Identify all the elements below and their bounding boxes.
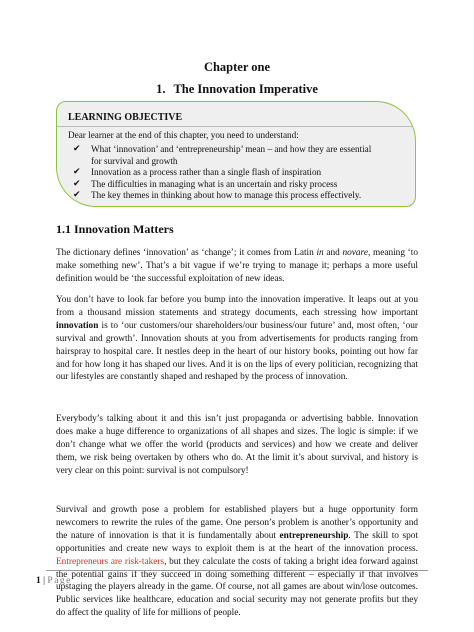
- text-run: The dictionary defines ‘innovation’ as ‘change’; it comes from Latin: [56, 248, 317, 258]
- paragraph-3: Everybody’s talking about it and this isn’t just propaganda or advertising babble. Innovation does make a huge difference to organizations of all shapes and sizes. The logic is simple: if we don’t change what we offer the world (products and services) and how we create and deliver them, we risk being overtaken by others who do. At the limit it’s about survival, and history is very clear on this point: survival is not compulsory!: [56, 414, 418, 476]
- latin-term: in: [316, 248, 324, 258]
- latin-term: novare: [342, 248, 368, 258]
- objective-text: for survival and growth: [91, 155, 178, 166]
- paragraph-1: [56, 247, 418, 286]
- section-number: 1.1: [56, 222, 71, 236]
- objective-text: The key themes in thinking about how to manage this process effectively.: [91, 190, 362, 201]
- section-heading: [56, 222, 174, 237]
- text-run: . The skill to spot opportunities and create new ways to exploit them is at the heart of the innovation process.: [56, 530, 419, 554]
- checkmark-icon: ✔: [73, 167, 81, 178]
- learning-objective-intro: Dear learner at the end of this chapter, you need to understand:: [68, 130, 299, 140]
- bold-term: innovation: [56, 320, 99, 331]
- chapter-label: Chapter one: [203, 60, 271, 74]
- section-title: Innovation Matters: [74, 222, 174, 236]
- learning-objective-title: LEARNING OBJECTIVE: [68, 112, 183, 123]
- learning-objective-divider: [57, 126, 415, 127]
- paragraph-4: [56, 504, 418, 620]
- footer-divider: [46, 570, 428, 571]
- page-footer: [36, 576, 72, 586]
- heading-title: The Innovation Imperative: [173, 82, 318, 96]
- text-run: , meaning ‘to make something new’. That’s a bit vague if we’re trying to manage it; perhaps a more useful definition would be ‘the successful exploitation of new ideas.: [56, 248, 418, 284]
- checkmark-icon: ✔: [73, 178, 81, 189]
- heading-number: 1.: [156, 82, 166, 96]
- text-run: is to ‘our customers/our shareholders/our business/our future’ and, most often, ‘our survival and growth’. Innovation shouts at you from advertisements for products ranging from hairspray to hospital care. It nestles deep in the heart of our history books, pointing out how far and for how long it has shaped our lives. And it is on the lips of every politician, recognizing that our lifestyles are constantly shaped and reshaped by the process of innovation.: [56, 320, 418, 383]
- objective-item-continuation: [73, 156, 371, 168]
- chapter-heading: [0, 82, 474, 97]
- objective-item: [73, 144, 371, 156]
- page-number: 1: [36, 576, 41, 586]
- objective-item: [73, 190, 371, 202]
- page-label: Page: [47, 576, 72, 586]
- learning-objective-list: [73, 144, 371, 202]
- objective-item: [73, 167, 371, 179]
- text-run: , but they calculate the costs of taking a bright idea forward against the potential gains if they succeed in doing something different – especially if that involves upstaging the players already in the game. Of course, not all games are about win/lose outcomes. Public services like healthcare, education and social security may not generate profits but they do affect the quality of life for millions of people.: [56, 556, 418, 619]
- objective-text: Innovation as a process rather than a single flash of inspiration: [91, 167, 322, 178]
- checkmark-icon: ✔: [73, 190, 81, 201]
- objective-item: [73, 179, 371, 191]
- learning-objective-box: [56, 101, 416, 207]
- checkmark-icon: ✔: [73, 144, 81, 154]
- objective-text: The difficulties in managing what is an uncertain and risky process: [91, 178, 338, 189]
- text-run: and: [323, 248, 343, 258]
- text-run: Survival and growth pose a problem for established players but a huge opportunity form newcomers to rewrite the rules of the game. One person’s problem is another’s opportunity and the nature of innovation is that it is fundamentally about: [56, 505, 418, 541]
- bold-term: entrepreneurship: [279, 530, 349, 541]
- paragraph-2: [56, 294, 418, 384]
- text-run: You don’t have to look far before you bump into the innovation imperative. It leaps out at you from a thousand mission statements and strategy documents, each stressing how important: [56, 295, 418, 318]
- highlighted-term: Entrepreneurs are risk-takers: [56, 556, 165, 567]
- footer-separator: |: [43, 576, 46, 586]
- objective-text: What ‘innovation’ and ‘entrepreneurship’ mean – and how they are essential: [91, 144, 372, 154]
